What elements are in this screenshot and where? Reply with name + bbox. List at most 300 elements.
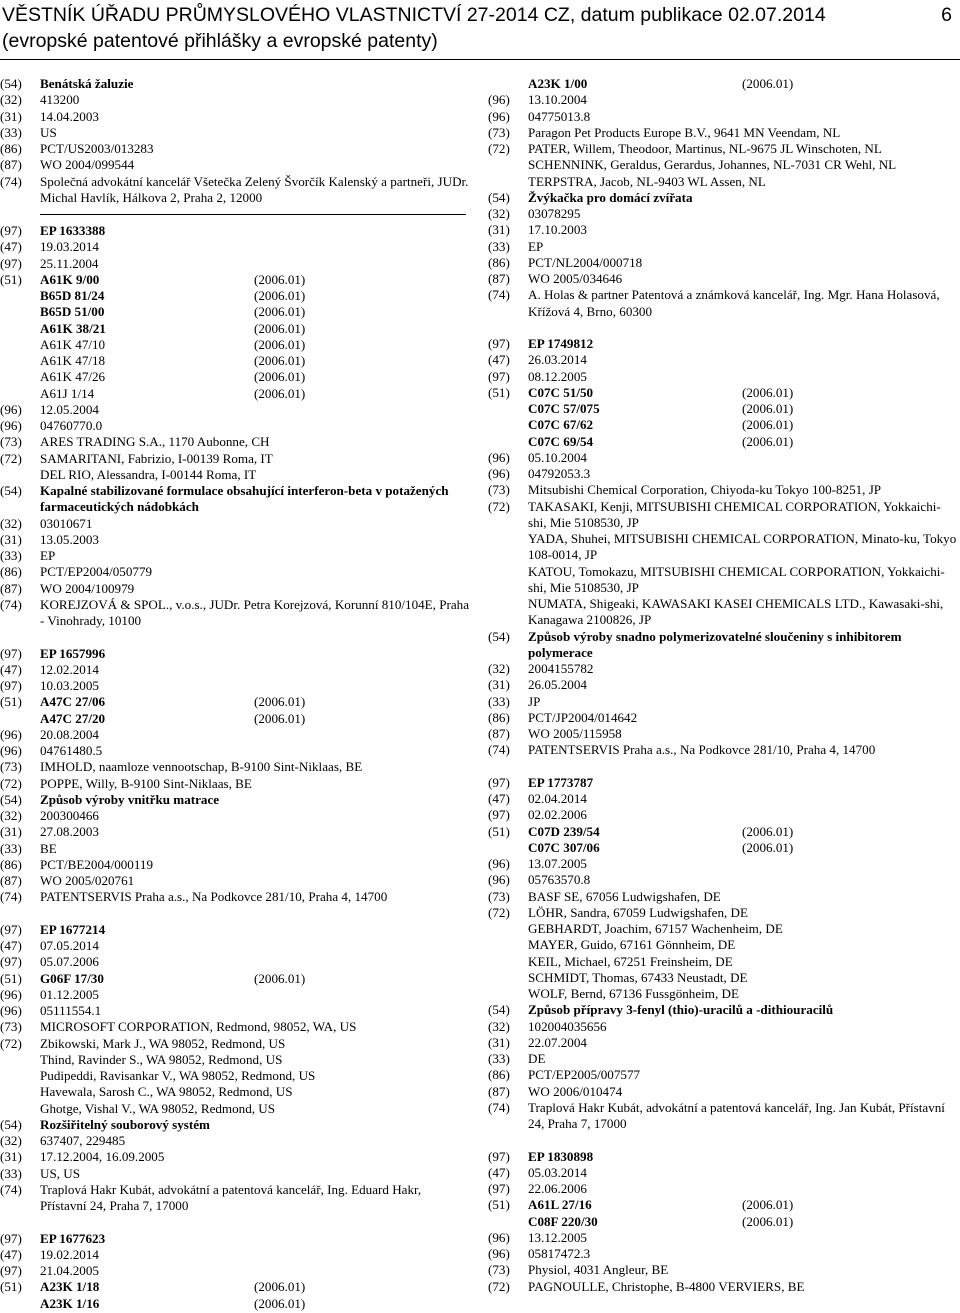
classification (40, 369, 470, 385)
entry-spacer (0, 906, 470, 922)
field-row (0, 1101, 470, 1117)
inid-code: (96) (0, 418, 22, 433)
field-row (488, 694, 958, 710)
field-value: Physiol, 4031 Angleur, BE (528, 1262, 669, 1278)
field-value: EP 1677623 (40, 1230, 106, 1246)
field-value: 17.12.2004, 16.09.2005 (40, 1149, 165, 1165)
inid-code: (74) (488, 1099, 510, 1115)
field-row (0, 1247, 470, 1263)
inid-code: (31) (0, 531, 22, 547)
inid-code: (96) (488, 449, 510, 465)
inid-code: (97) (0, 255, 22, 271)
inid-code: (31) (0, 824, 22, 840)
classification (528, 417, 958, 433)
classification (40, 694, 470, 710)
inid-code: (33) (0, 548, 22, 563)
field-value: Ghotge, Vishal V., WA 98052, Redmond, US (40, 1100, 276, 1116)
classification-symbol: A61K 9/00 (40, 271, 100, 287)
field-row (0, 434, 470, 450)
inid-code: (54) (0, 1116, 22, 1132)
field-row (0, 157, 470, 173)
field-value: 05817472.3 (528, 1246, 591, 1261)
right-column (488, 76, 958, 1295)
inid-code: (54) (488, 628, 510, 644)
classification-version: (2006.01) (254, 353, 306, 368)
field-row (0, 223, 470, 239)
field-value: 05.10.2004 (528, 449, 587, 465)
classification-row (0, 337, 470, 353)
classification-row (488, 434, 958, 450)
inid-code: (33) (488, 693, 510, 709)
classification (528, 76, 958, 92)
field-value: KEIL, Michael, 67251 Freinsheim, DE (528, 953, 733, 969)
classification-version: (2006.01) (742, 433, 794, 449)
entry-divider (40, 214, 466, 215)
field-value: PCT/NL2004/000718 (528, 254, 643, 270)
classification (40, 321, 470, 337)
classification-symbol: B65D 51/00 (40, 304, 105, 320)
field-value: 02.04.2014 (528, 791, 587, 806)
field-row (0, 402, 470, 418)
inid-code: (54) (488, 189, 510, 205)
field-value: 05.07.2006 (40, 954, 99, 970)
classification (528, 1197, 958, 1213)
field-value: 13.07.2005 (528, 856, 587, 871)
classification-version: (2006.01) (254, 369, 306, 385)
field-value: 22.07.2004 (528, 1034, 587, 1050)
field-value: PATENTSERVIS Praha a.s., Na Podkovce 281/10, Praha 4, 14700 (528, 742, 876, 758)
classification-version: (2006.01) (254, 288, 306, 303)
inid-code: (47) (0, 938, 22, 953)
field-value: PCT/JP2004/014642 (528, 709, 638, 725)
inid-code: (87) (488, 1083, 510, 1099)
field-value: Žvýkačka pro domácí zvířata (528, 189, 693, 205)
classification-row (0, 971, 470, 987)
field-row (0, 678, 470, 694)
classification (40, 337, 470, 353)
field-value: Kapalné stabilizované formulace obsahující interferon-beta v potažených farmaceutických nádobkách (40, 483, 449, 515)
classification (40, 304, 470, 320)
field-value: WO 2004/099544 (40, 157, 135, 173)
field-row (0, 1019, 470, 1035)
field-row (488, 775, 958, 791)
field-value: US, US (40, 1165, 81, 1181)
field-value: PATENTSERVIS Praha a.s., Na Podkovce 281/10, Praha 4, 14700 (40, 889, 388, 905)
field-value: 04760770.0 (40, 418, 103, 433)
entry-spacer (488, 1132, 958, 1148)
inid-code: (47) (488, 1164, 510, 1180)
field-value: A. Holas & partner Patentová a známková kancelář, Ing. Mgr. Hana Holasová, Křížová 4, Brno, 60300 (528, 287, 940, 319)
field-row (488, 629, 958, 662)
field-value: 14.04.2003 (40, 108, 99, 124)
field-value: 04792053.3 (528, 466, 591, 481)
inid-code: (74) (488, 287, 510, 303)
field-row (488, 661, 958, 677)
inid-code: (51) (488, 1197, 510, 1213)
classification-symbol: A61J 1/14 (40, 385, 95, 401)
entry-spacer (0, 1214, 470, 1230)
field-value: Havewala, Sarosh C., WA 98052, Redmond, US (40, 1084, 293, 1100)
field-value: EP 1677214 (40, 921, 106, 937)
inid-code: (87) (0, 157, 22, 173)
field-row (488, 1246, 958, 1262)
field-value: PCT/BE2004/000119 (40, 856, 154, 872)
inid-code: (73) (488, 888, 510, 904)
field-row (488, 872, 958, 888)
field-value: EP 1657996 (40, 645, 106, 661)
inid-code: (51) (0, 1279, 22, 1295)
classification-row (0, 353, 470, 369)
inid-code: (31) (488, 222, 510, 238)
field-row (488, 1149, 958, 1165)
classification-symbol: A61K 38/21 (40, 320, 106, 336)
field-value: PATER, Willem, Theodoor, Martinus, NL-9675 JL Winschoten, NL (528, 141, 882, 156)
field-row (488, 596, 958, 629)
field-row (0, 1231, 470, 1247)
field-row (0, 1149, 470, 1165)
field-value: KOREJZOVÁ & SPOL., v.o.s., JUDr. Petra Korejzová, Korunní 810/104E, Praha - Vinohrady, 10100 (40, 596, 470, 628)
classification-symbol: A61K 47/10 (40, 336, 106, 352)
field-row (0, 808, 470, 824)
inid-code: (72) (488, 498, 510, 514)
field-row (488, 1035, 958, 1051)
field-row (0, 467, 470, 483)
inid-code: (96) (488, 856, 510, 871)
field-row (0, 1003, 470, 1019)
inid-code: (97) (0, 223, 22, 238)
field-row (488, 905, 958, 921)
field-value: 25.11.2004 (40, 255, 99, 271)
field-value: Mitsubishi Chemical Corporation, Chiyoda-ku Tokyo 100-8251, JP (528, 482, 882, 498)
field-row (488, 499, 958, 532)
inid-code: (74) (0, 173, 22, 189)
header-rule (0, 59, 960, 60)
field-row (488, 336, 958, 352)
classification-row (488, 840, 958, 856)
field-row (488, 157, 958, 173)
field-value: 05763570.8 (528, 872, 591, 888)
inid-code: (96) (488, 92, 510, 108)
field-value: PCT/EP2005/007577 (528, 1067, 641, 1083)
field-value: WOLF, Bernd, 67136 Fussgönheim, DE (528, 986, 739, 1001)
field-row (0, 581, 470, 597)
classification-row (488, 824, 958, 840)
field-row (488, 856, 958, 872)
inid-code: (73) (0, 434, 22, 450)
field-value: DE (528, 1051, 546, 1066)
inid-code: (33) (0, 124, 22, 140)
classification (40, 386, 470, 402)
field-row (488, 677, 958, 693)
field-value: 27.08.2003 (40, 824, 99, 840)
inid-code: (74) (0, 1181, 22, 1197)
field-row (488, 954, 958, 970)
field-value: 10.03.2005 (40, 678, 99, 693)
field-row (488, 141, 958, 157)
field-value: GEBHARDT, Joachim, 67157 Wachenheim, DE (528, 921, 783, 936)
field-row (0, 759, 470, 775)
inid-code: (87) (0, 873, 22, 888)
field-row (0, 564, 470, 580)
field-row (488, 206, 958, 222)
field-value: SCHENNINK, Geraldus, Gerardus, Johannes, NL-7031 CR Wehl, NL (528, 157, 897, 173)
field-value: SAMARITANI, Fabrizio, I-00139 Roma, IT (40, 450, 273, 466)
field-value: WO 2004/100979 (40, 580, 135, 596)
inid-code: (73) (488, 124, 510, 140)
field-value: 07.05.2014 (40, 938, 99, 953)
field-value: EP (528, 238, 544, 254)
inid-code: (97) (0, 645, 22, 661)
inid-code: (86) (488, 709, 510, 725)
classification-symbol: A47C 27/20 (40, 710, 106, 726)
field-value: WO 2005/115958 (528, 726, 622, 741)
classification (528, 1214, 958, 1230)
classification (40, 1296, 470, 1312)
inid-code: (96) (0, 743, 22, 758)
inid-code: (51) (0, 970, 22, 986)
field-value: LÖHR, Sandra, 67059 Ludwigshafen, DE (528, 904, 749, 920)
inid-code: (96) (0, 726, 22, 742)
page-header (0, 0, 960, 56)
field-row (488, 710, 958, 726)
field-value: BASF SE, 67056 Ludwigshafen, DE (528, 888, 721, 904)
classification-symbol: A61K 47/26 (40, 369, 106, 385)
field-value: KATOU, Tomokazu, MITSUBISHI CHEMICAL CORPORATION, Yokkaichi-shi, Mie 5108530, JP (528, 563, 945, 595)
field-row (0, 516, 470, 532)
inid-code: (97) (488, 774, 510, 790)
inid-code: (72) (488, 904, 510, 920)
field-row (0, 451, 470, 467)
inid-code: (72) (488, 1278, 510, 1294)
field-row (488, 271, 958, 287)
field-row (488, 174, 958, 190)
inid-code: (54) (0, 76, 22, 91)
field-row (488, 125, 958, 141)
field-row (0, 92, 470, 108)
classification-row (488, 385, 958, 401)
classification-symbol: A23K 1/18 (40, 1279, 100, 1295)
classification-version: (2006.01) (742, 417, 794, 433)
inid-code: (97) (488, 368, 510, 384)
field-value: 413200 (40, 92, 80, 108)
classification-version: (2006.01) (742, 1213, 794, 1229)
classification-symbol: C07C 57/075 (528, 401, 600, 416)
field-value: 05.03.2014 (528, 1164, 587, 1180)
field-row (0, 841, 470, 857)
inid-code: (97) (0, 921, 22, 937)
inid-code: (97) (488, 1148, 510, 1164)
inid-code: (32) (488, 661, 510, 676)
inid-code: (96) (488, 108, 510, 124)
classification-row (0, 386, 470, 402)
classification (528, 401, 958, 417)
inid-code: (87) (488, 726, 510, 741)
field-value: BE (40, 840, 57, 856)
classification-row (488, 1214, 958, 1230)
field-row (0, 1133, 470, 1149)
classification (528, 840, 958, 856)
field-value: 26.05.2004 (528, 677, 587, 693)
field-value: Společná advokátní kancelář Všetečka Zelený Švorčík Kalenský a partneři, JUDr. Michal Havlík, Hálkova 2, Praha 2, 12000 (40, 173, 469, 205)
inid-code: (87) (0, 580, 22, 596)
inid-code: (32) (0, 1133, 22, 1148)
classification (528, 434, 958, 450)
field-row (488, 239, 958, 255)
classification-symbol: G06F 17/30 (40, 970, 104, 986)
inid-code: (96) (488, 1246, 510, 1261)
classification (40, 711, 470, 727)
field-value: 04775013.8 (528, 108, 591, 124)
inid-code: (32) (488, 206, 510, 221)
field-row (488, 889, 958, 905)
classification-version: (2006.01) (254, 271, 306, 287)
field-row (0, 776, 470, 792)
field-row (0, 889, 470, 905)
field-row (488, 482, 958, 498)
field-row (488, 531, 958, 564)
inid-code: (97) (488, 336, 510, 351)
field-row (0, 532, 470, 548)
field-row (488, 222, 958, 238)
field-row (488, 92, 958, 108)
classification-row (0, 1296, 470, 1312)
inid-code: (97) (0, 1230, 22, 1246)
inid-code: (32) (488, 1018, 510, 1034)
inid-code: (31) (0, 108, 22, 124)
field-value: 22.06.2006 (528, 1181, 587, 1196)
classification-row (0, 272, 470, 288)
field-value: 02.02.2006 (528, 807, 587, 823)
field-value: ARES TRADING S.A., 1170 Aubonne, CH (40, 434, 270, 450)
classification-symbol: A23K 1/00 (528, 76, 588, 91)
entry-spacer (488, 320, 958, 336)
inid-code: (96) (488, 1229, 510, 1245)
inid-code: (86) (488, 1067, 510, 1083)
inid-code: (73) (0, 1019, 22, 1035)
inid-code: (31) (488, 677, 510, 693)
field-value: 26.03.2014 (528, 352, 587, 368)
field-row (0, 1036, 470, 1052)
field-row (0, 597, 470, 630)
field-row (488, 287, 958, 320)
field-value: Paragon Pet Products Europe B.V., 9641 MN Veendam, NL (528, 124, 841, 140)
field-value: 637407, 229485 (40, 1133, 126, 1148)
field-value: PCT/EP2004/050779 (40, 564, 153, 580)
field-value: Traplová Hakr Kubát, advokátní a patentová kancelář, Ing. Eduard Hakr, Přístavní 24, Praha 7, 17000 (40, 1181, 422, 1213)
classification-symbol: A23K 1/16 (40, 1295, 100, 1311)
page-number: 6 (941, 4, 952, 26)
inid-code: (97) (488, 1181, 510, 1196)
classification-version: (2006.01) (254, 304, 306, 320)
field-value: TERPSTRA, Jacob, NL-9403 WL Assen, NL (528, 173, 766, 189)
field-value: TAKASAKI, Kenji, MITSUBISHI CHEMICAL CORPORATION, Yokkaichi-shi, Mie 5108530, JP (528, 498, 941, 530)
field-row (488, 726, 958, 742)
field-row (0, 1052, 470, 1068)
field-row (488, 255, 958, 271)
field-row (0, 483, 470, 516)
field-row (0, 987, 470, 1003)
classification-symbol: B65D 81/24 (40, 288, 105, 303)
inid-code: (87) (488, 271, 510, 286)
field-row (0, 662, 470, 678)
inid-code: (72) (0, 450, 22, 466)
classification-row (0, 694, 470, 710)
field-row (0, 548, 470, 564)
field-row (0, 873, 470, 889)
inid-code: (51) (488, 823, 510, 839)
field-row (0, 792, 470, 808)
inid-code: (96) (0, 986, 22, 1002)
inid-code: (33) (488, 238, 510, 254)
field-row (0, 239, 470, 255)
field-value: 12.05.2004 (40, 401, 99, 417)
field-value: 102004035656 (528, 1018, 607, 1034)
inid-code: (47) (0, 661, 22, 677)
field-row (488, 1100, 958, 1133)
field-value: 13.10.2004 (528, 92, 587, 108)
inid-code: (96) (488, 872, 510, 888)
field-value: 13.12.2005 (528, 1229, 587, 1245)
field-row (0, 418, 470, 434)
inid-code: (73) (488, 482, 510, 498)
inid-code: (32) (0, 92, 22, 108)
classification-version: (2006.01) (742, 384, 794, 400)
classification-symbol: A61K 47/18 (40, 353, 106, 368)
inid-code: (86) (488, 254, 510, 270)
classification-symbol: C07C 307/06 (528, 839, 600, 855)
inid-code: (33) (0, 1165, 22, 1181)
field-value: 04761480.5 (40, 743, 103, 758)
classification-row (0, 321, 470, 337)
classification (40, 288, 470, 304)
classification-row (488, 76, 958, 92)
classification-version: (2006.01) (254, 1279, 306, 1295)
left-column (0, 76, 470, 1312)
field-row (0, 922, 470, 938)
field-value: 21.04.2005 (40, 1263, 99, 1278)
field-row (0, 76, 470, 92)
field-row (488, 742, 958, 758)
inid-code: (72) (0, 775, 22, 791)
classification-version: (2006.01) (254, 320, 306, 336)
classification (528, 385, 958, 401)
field-value: 20.08.2004 (40, 726, 99, 742)
field-row (488, 921, 958, 937)
field-value: EP 1773787 (528, 774, 594, 790)
field-row (488, 450, 958, 466)
classification (528, 824, 958, 840)
header-subtitle: (evropské patentové přihlášky a evropské patenty) (2, 30, 438, 52)
field-row (488, 937, 958, 953)
inid-code: (32) (0, 515, 22, 531)
field-value: 01.12.2005 (40, 986, 99, 1002)
inid-code: (33) (488, 1051, 510, 1066)
field-row (0, 109, 470, 125)
field-row (0, 1182, 470, 1215)
inid-code: (51) (0, 694, 22, 710)
classification-row (0, 304, 470, 320)
inid-code: (97) (0, 1263, 22, 1278)
field-row (488, 466, 958, 482)
field-value: Rozšiřitelný souborový systém (40, 1116, 210, 1132)
inid-code: (73) (488, 1262, 510, 1278)
field-value: NUMATA, Shigeaki, KAWASAKI KASEI CHEMICALS LTD., Kawasaki-shi, Kanagawa 2100826, JP (528, 596, 944, 628)
field-value: YADA, Shuhei, MITSUBISHI CHEMICAL CORPORATION, Minato-ku, Tokyo 108-0014, JP (528, 531, 957, 563)
field-row (0, 1117, 470, 1133)
field-value: Benátská žaluzie (40, 76, 134, 91)
inid-code: (96) (0, 1003, 22, 1018)
field-value: Pudipeddi, Ravisankar V., WA 98052, Redmond, US (40, 1068, 316, 1083)
